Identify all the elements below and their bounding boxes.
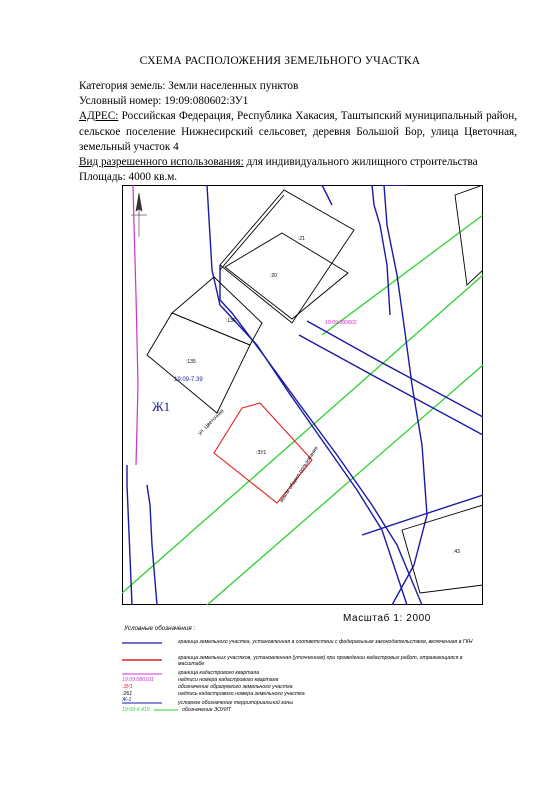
address-text: Российская Федерация, Республика Хакасия, Таштыпский муниципальный район, сельское поселение Нижнесирский сельсовет, деревня Большой Бор, улица Цветочная, земельный участок 4 <box>79 110 517 153</box>
legend-sample-zone: Ж-1 <box>122 697 132 703</box>
permitted-use-text: для индивидуального жилищного строительства <box>243 156 478 169</box>
common-land-label: земли общего пользования <box>278 445 320 505</box>
zouit-lines <box>122 215 483 605</box>
legend-item-cadastral-number: надпись кадастрового номера земельного участка <box>178 691 305 697</box>
parcel-135-label: :135 <box>186 359 196 365</box>
parcel-outlines <box>147 185 483 593</box>
parcel-21-label: :21 <box>298 236 305 242</box>
legend-item-zone: условное обозначение территориальной зоны <box>178 700 294 706</box>
page-title: СХЕМА РАСПОЛОЖЕНИЯ ЗЕМЕЛЬНОГО УЧАСТКА <box>139 55 421 67</box>
conditional-number: Условный номер: 19:09:080602:ЗУ1 <box>79 95 249 108</box>
parcel-info <box>79 79 517 185</box>
land-category: Категория земель: Земли населенных пунктов <box>79 80 299 92</box>
new-parcel-label: :ЗУ1 <box>256 450 267 456</box>
parcel-20-label: :20 <box>270 273 277 279</box>
street-label: ул. Цветочная <box>197 408 226 437</box>
parcel-136-label: :136 <box>226 318 236 324</box>
permitted-use <box>79 155 517 170</box>
parcel-ne-outline <box>455 185 483 285</box>
legend-item-gkn-1: граница земельного участка, установленная в соответствии с федеральным законодательством, включенная в ГКН <box>178 639 473 645</box>
permitted-use-label: Вид разрешенного использования: <box>79 156 244 169</box>
cadastral-map <box>122 185 483 605</box>
legend-sample-cadastral-number: :261 <box>122 691 133 697</box>
area: Площадь: 4000 кв.м. <box>79 171 178 184</box>
address <box>79 109 517 155</box>
zone-label: Ж1 <box>152 399 171 414</box>
legend-sample-quarter-number: 19:09:080101 <box>122 677 154 683</box>
quarter-label: 19:09:080602 <box>325 320 357 326</box>
zouit-label: 19:09-7.39 <box>174 377 203 383</box>
address-label: АДРЕС: <box>79 110 119 123</box>
legend-item-new-parcel: обозначение образуемого земельного участка <box>178 684 293 690</box>
legend-item-quarter-boundary: граница кадастрового квартала <box>178 670 260 676</box>
legend-item-quarter-number: надписи номера кадастрового квартала <box>178 677 279 683</box>
map-legend <box>118 625 478 720</box>
legend-sample-new-parcel: :ЗУ1 <box>122 684 133 690</box>
legend-item-zouit: обозначение ЗОУИТ <box>182 707 232 713</box>
parcel-135-outline <box>147 313 250 413</box>
legend-header: Условные обозначения : <box>124 625 196 632</box>
legend-sample-zouit: 19:09-6.419 <box>122 707 150 713</box>
legend-item-new-boundary: граница земельных участков, установленная (уточненная) при проведении кадастровых работ, отражающаяся в масштабе <box>178 655 463 667</box>
parcel-21-outline <box>220 190 354 323</box>
parcel-20-outline <box>225 233 348 319</box>
map-scale: Масштаб 1: 2000 <box>343 613 431 624</box>
quarter-boundary <box>133 185 138 465</box>
map-frame <box>123 186 483 605</box>
parcel-43-label: :43 <box>453 549 460 555</box>
